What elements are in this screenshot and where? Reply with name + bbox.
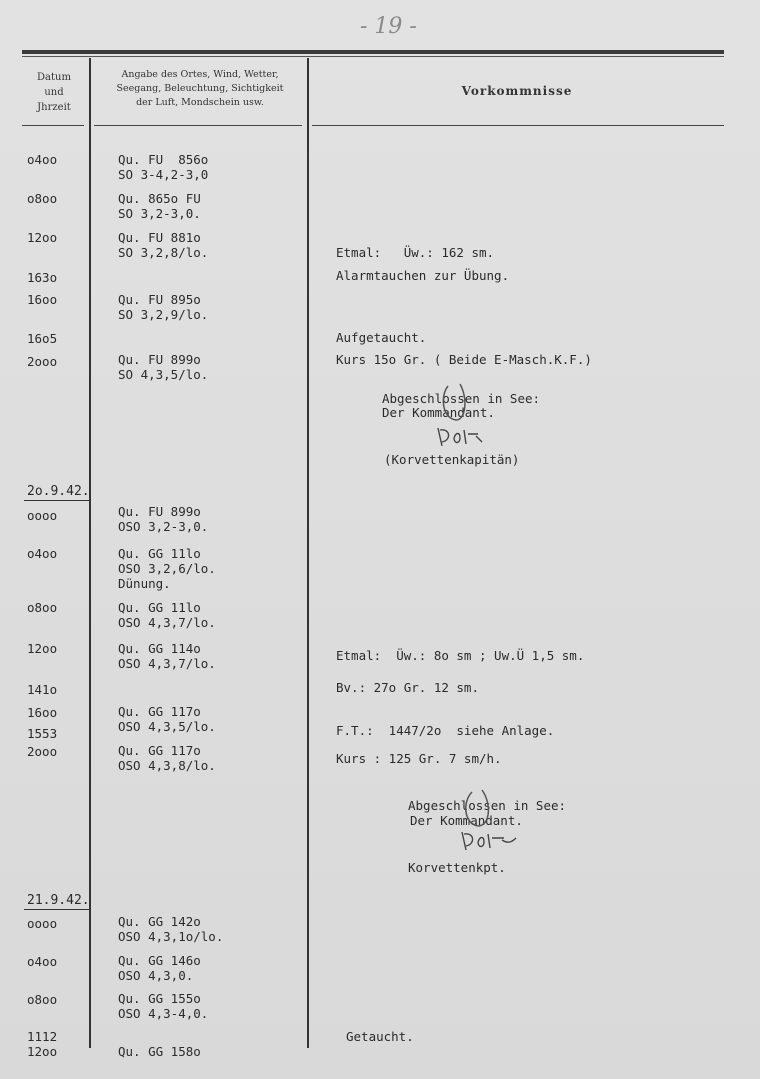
date-underline: [24, 500, 90, 501]
entry-time: 12oo: [27, 641, 58, 656]
signoff-line: Abgeschlossen in See:: [408, 798, 567, 813]
entry-position: Qu. FU 895o SO 3,2,9/lo.: [118, 292, 209, 322]
entry-event: Alarmtauchen zur Übung.: [336, 268, 510, 283]
signoff-line: Der Kommandant.: [382, 405, 495, 420]
entry-time: o8oo: [27, 992, 58, 1007]
entry-event: Kurs 15o Gr. ( Beide E-Masch.K.F.): [336, 352, 592, 367]
entry-time: o8oo: [27, 600, 58, 615]
entry-time: 16oo: [27, 705, 58, 720]
top-rule-thin: [22, 56, 724, 57]
entry-position: Qu. GG 117o OSO 4,3,8/lo.: [118, 743, 216, 773]
entry-position: Qu. FU 881o SO 3,2,8/lo.: [118, 230, 209, 260]
entry-time: oooo: [27, 916, 58, 931]
entry-time: 2ooo: [27, 354, 58, 369]
entry-position: Qu. GG 158o: [118, 1044, 201, 1059]
header-underline-ort: [94, 125, 302, 126]
entry-time: 16oo: [27, 292, 58, 307]
entry-position: Qu. GG 114o OSO 4,3,7/lo.: [118, 641, 216, 671]
entry-event: Kurs : 125 Gr. 7 sm/h.: [336, 751, 502, 766]
entry-time: 141o: [27, 682, 58, 697]
header-ort-line: der Luft, Mondschein usw.: [136, 97, 264, 108]
header-datum-line: und: [44, 87, 64, 98]
header-ort: [94, 68, 306, 110]
top-rule: [22, 50, 724, 54]
entry-position: Qu. GG 142o OSO 4,3,1o/lo.: [118, 914, 224, 944]
signature-image: [446, 780, 536, 860]
entry-event: Aufgetaucht.: [336, 330, 427, 345]
signoff-rank: Korvettenkpt.: [408, 860, 506, 875]
entry-position: Qu. GG 155o OSO 4,3-4,0.: [118, 991, 209, 1021]
entry-position: Qu. GG 11lo OSO 3,2,6/lo. Dünung.: [118, 546, 216, 591]
entry-event: F.T.: 1447/2o siehe Anlage.: [336, 723, 555, 738]
entry-event: Bv.: 27o Gr. 12 sm.: [336, 680, 479, 695]
entry-position: Qu. FU 899o SO 4,3,5/lo.: [118, 352, 209, 382]
date-heading: 21.9.42.: [27, 893, 90, 908]
date-heading: 2o.9.42.: [27, 484, 90, 499]
signature-image: [420, 368, 500, 458]
entry-position: OSO 4,3,5/lo.: [118, 719, 216, 734]
entry-time: 1553: [27, 726, 58, 741]
signoff-line: Der Kommandant.: [410, 813, 523, 828]
entry-time: 1112: [27, 1029, 58, 1044]
header-underline-vork: [312, 125, 724, 126]
entry-position: Qu. FU 856o SO 3-4,2-3,0: [118, 152, 209, 182]
entry-time: o4oo: [27, 954, 58, 969]
page-number: - 19 -: [360, 14, 417, 39]
header-ort-line: Seegang, Beleuchtung, Sichtigkeit: [116, 83, 284, 94]
entry-position: Qu. GG 146o OSO 4,3,0.: [118, 953, 201, 983]
date-underline: [24, 909, 90, 910]
header-vorkommnisse: Vorkommnisse: [461, 84, 573, 98]
signoff-rank: (Korvettenkapitän): [384, 452, 520, 467]
entry-time: 163o: [27, 270, 58, 285]
entry-position: Qu. GG 117o: [118, 704, 201, 719]
entry-time: o4oo: [27, 152, 58, 167]
entry-time: oooo: [27, 508, 58, 523]
entry-event: Getaucht.: [346, 1029, 414, 1044]
entry-time: o4oo: [27, 546, 58, 561]
header-datum-line: Jhrzeit: [37, 102, 71, 113]
entry-time: 12oo: [27, 230, 58, 245]
entry-time: o8oo: [27, 191, 58, 206]
entry-time: 2ooo: [27, 744, 58, 759]
entry-event: Etmal: Üw.: 162 sm.: [336, 245, 495, 260]
entry-position: Qu. FU 899o OSO 3,2-3,0.: [118, 504, 209, 534]
header-datum: [22, 70, 86, 115]
entry-position: Qu. 865o FU SO 3,2-3,0.: [118, 191, 201, 221]
header-underline-datum: [22, 125, 84, 126]
header-datum-line: Datum: [37, 72, 71, 83]
column-divider-2: [307, 58, 309, 1048]
entry-position: Qu. GG 11lo OSO 4,3,7/lo.: [118, 600, 216, 630]
signoff-line: Abgeschlossen in See:: [382, 391, 541, 406]
header-ort-line: Angabe des Ortes, Wind, Wetter,: [121, 69, 279, 80]
entry-time: 12oo: [27, 1044, 58, 1059]
entry-time: 16o5: [27, 331, 58, 346]
entry-event: Etmal: Üw.: 8o sm ; Uw.Ü 1,5 sm.: [336, 648, 585, 663]
